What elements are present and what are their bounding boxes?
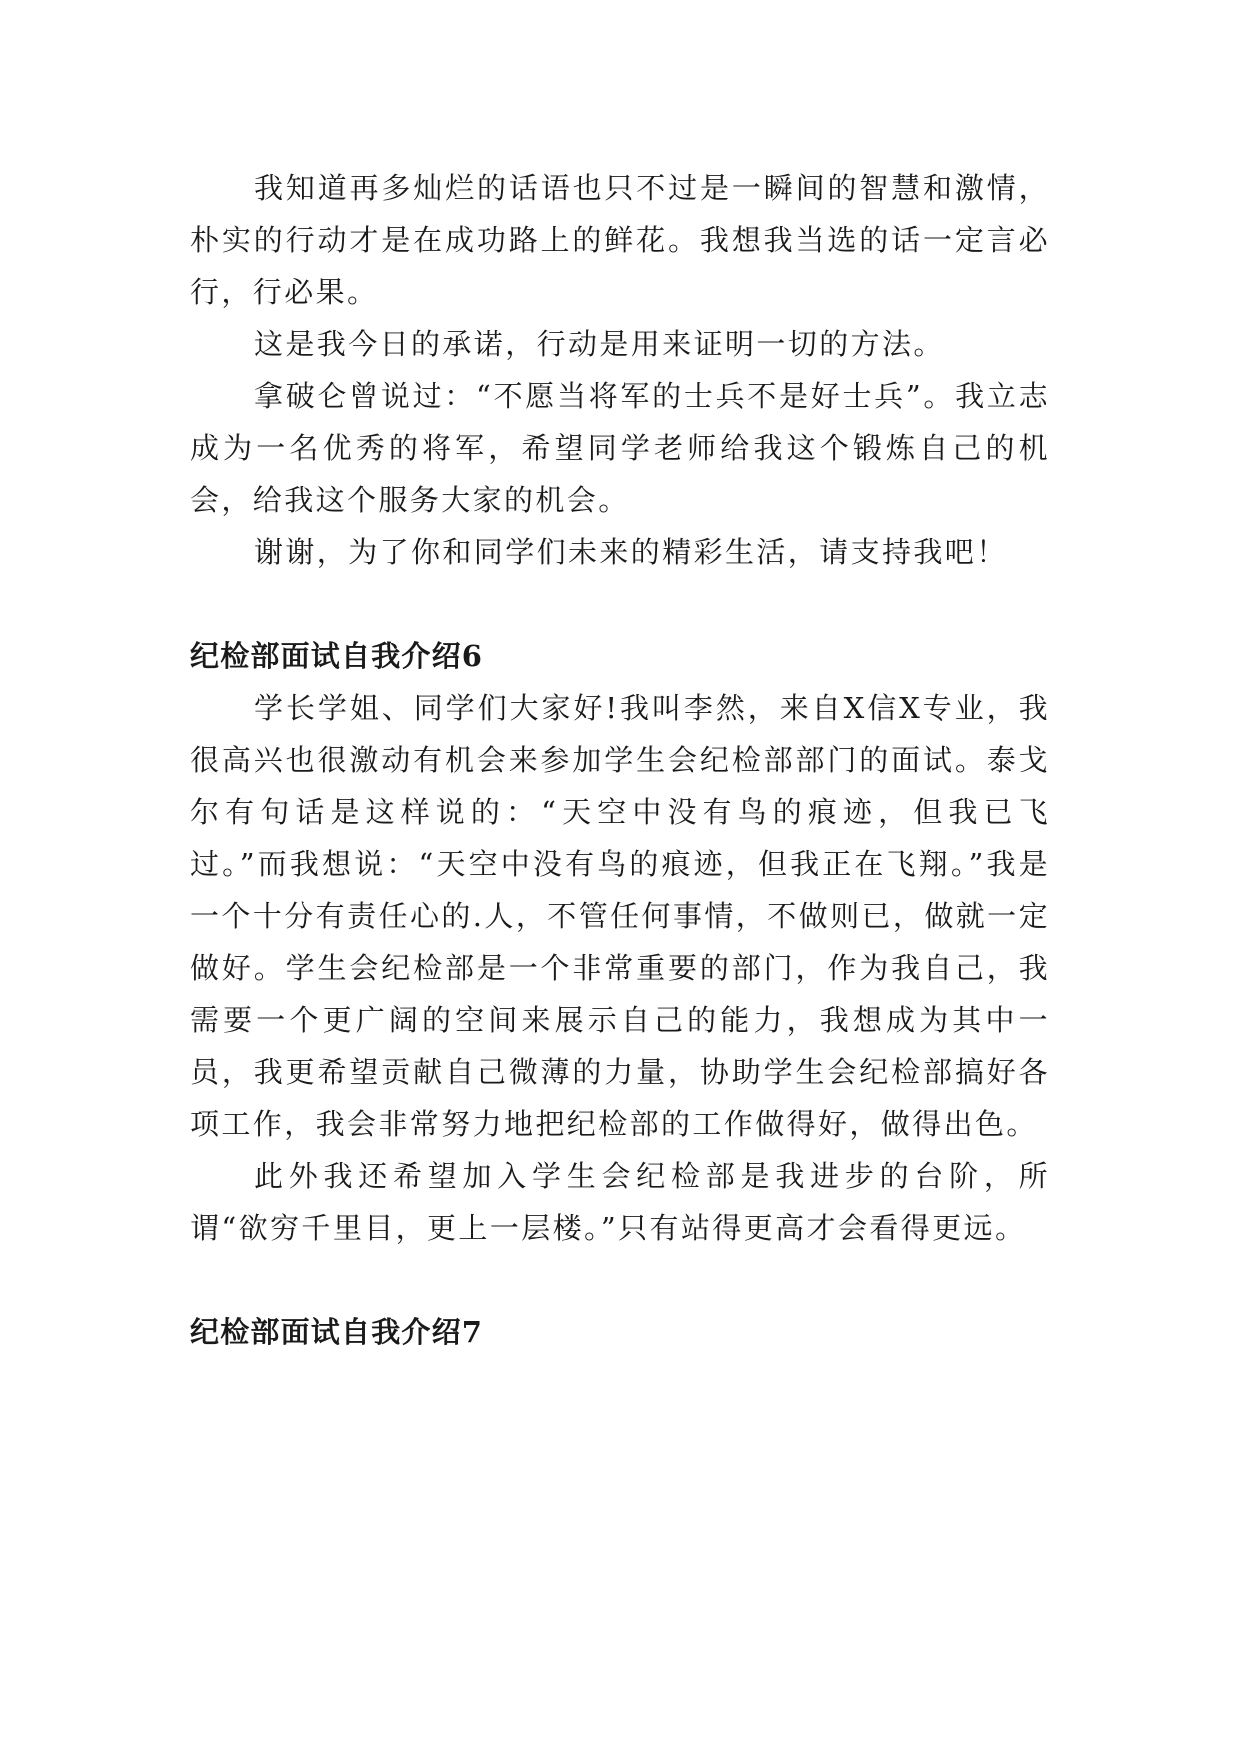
- document-body: [190, 162, 1050, 1358]
- paragraph: 谢谢，为了你和同学们未来的精彩生活，请支持我吧！: [254, 535, 1008, 569]
- section-heading: 纪检部面试自我介绍6: [190, 639, 484, 673]
- section-heading: 纪检部面试自我介绍7: [190, 1315, 484, 1349]
- paragraph: 学长学姐、同学们大家好!我叫李然，来自X信X专业，我很高兴也很激动有机会来参加学生会纪检部部门的面试。泰戈尔有句话是这样说的：“天空中没有鸟的痕迹，但我已飞过。”而我想说：“天空中没有鸟的痕迹，但我正在飞翔。”我是一个十分有责任心的.人，不管任何事情，不做则已，做就一定做好。学生会纪检部是一个非常重要的部门，作为我自己，我需要一个更广阔的空间来展示自己的能力，我想成为其中一员，我更希望贡献自己微薄的力量，协助学生会纪检部搞好各项工作，我会非常努力地把纪检部的工作做得好，做得出色。: [190, 691, 1050, 1141]
- paragraph: 拿破仑曾说过：“不愿当将军的士兵不是好士兵”。我立志成为一名优秀的将军，希望同学老师给我这个锻炼自己的机会，给我这个服务大家的机会。: [190, 379, 1050, 517]
- paragraph: 此外我还希望加入学生会纪检部是我进步的台阶，所谓“欲穷千里目，更上一层楼。”只有站得更高才会看得更远。: [190, 1159, 1050, 1245]
- paragraph: 我知道再多灿烂的话语也只不过是一瞬间的智慧和激情，朴实的行动才是在成功路上的鲜花。我想我当选的话一定言必行，行必果。: [190, 171, 1050, 309]
- paragraph: 这是我今日的承诺，行动是用来证明一切的方法。: [254, 327, 945, 361]
